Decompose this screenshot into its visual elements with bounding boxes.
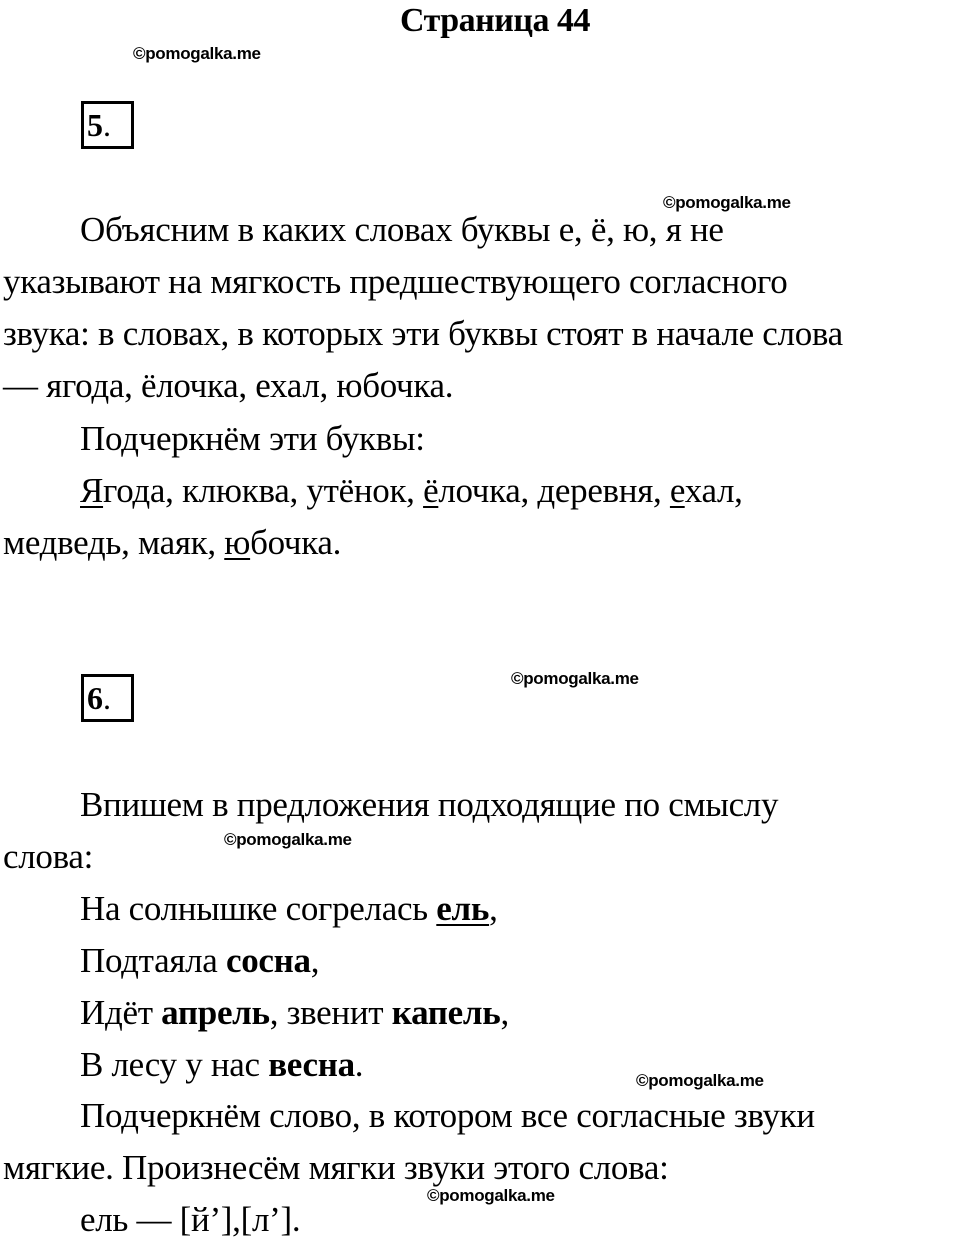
- page-title: Страница 44: [400, 2, 590, 39]
- task5-text-line: указывают на мягкость предшествующего согласного: [3, 262, 788, 301]
- answer-word: капель: [391, 993, 501, 1032]
- task5-text-line: звука: в словах, в которых эти буквы стоят в начале слова: [3, 314, 843, 353]
- watermark: ©pomogalka.me: [133, 44, 261, 63]
- word-text: бочка.: [250, 523, 342, 562]
- word-text: медведь, маяк,: [3, 523, 225, 562]
- task-number-dot: .: [103, 680, 111, 716]
- task-number-5: [81, 101, 134, 149]
- watermark: ©pomogalka.me: [224, 830, 352, 849]
- watermark: ©pomogalka.me: [427, 1186, 555, 1205]
- underlined-letter: е: [669, 471, 685, 510]
- task5-words-line: [3, 517, 341, 569]
- poem-text: ,: [489, 889, 498, 928]
- poem-line: [80, 935, 319, 987]
- watermark: ©pomogalka.me: [636, 1071, 764, 1090]
- poem-line: [80, 987, 509, 1039]
- underlined-letter: ё: [423, 471, 439, 510]
- answer-word: весна: [268, 1045, 355, 1084]
- task6-intro-line: Впишем в предложения подходящие по смыслу: [80, 785, 779, 824]
- poem-text: В лесу у нас: [80, 1045, 269, 1084]
- poem-text: , звенит: [269, 993, 392, 1032]
- task6-answer: ель — [й’],[л’].: [80, 1200, 301, 1239]
- task-number-dot: .: [103, 107, 111, 143]
- task-number-6: [81, 674, 134, 722]
- answer-word-underlined: ель: [436, 889, 490, 928]
- underlined-letter: Я: [80, 471, 104, 510]
- poem-text: ,: [310, 941, 320, 980]
- poem-text: Подтаяла: [80, 941, 226, 980]
- poem-text: На солнышке согрелась: [80, 889, 437, 928]
- task6-outro-line: Подчеркнём слово, в котором все согласные звуки: [80, 1096, 815, 1135]
- poem-text: Идёт: [80, 993, 162, 1032]
- task6-intro-line: слова:: [3, 837, 94, 876]
- task-number-value: 5: [87, 107, 103, 143]
- task-number-value: 6: [87, 680, 103, 716]
- poem-text: .: [354, 1045, 364, 1084]
- task5-text-line: — ягода, ёлочка, ехал, юбочка.: [3, 366, 454, 405]
- answer-word: апрель: [161, 993, 270, 1032]
- word-text: хал,: [684, 471, 743, 510]
- watermark: ©pomogalka.me: [663, 193, 791, 212]
- watermark: ©pomogalka.me: [511, 669, 639, 688]
- answer-word: сосна: [225, 941, 311, 980]
- word-text: года, клюква, утёнок,: [103, 471, 424, 510]
- underlined-letter: ю: [224, 523, 251, 562]
- poem-line: [80, 1039, 363, 1091]
- word-text: лочка, деревня,: [438, 471, 670, 510]
- task5-text-line: Объясним в каких словах буквы е, ё, ю, я не: [80, 210, 724, 249]
- task5-words-line: [80, 465, 743, 517]
- task6-outro-line: мягкие. Произнесём мягки звуки этого слова:: [3, 1148, 669, 1187]
- task5-instruction: Подчеркнём эти буквы:: [80, 419, 425, 458]
- poem-line: [80, 883, 498, 935]
- poem-text: ,: [500, 993, 509, 1032]
